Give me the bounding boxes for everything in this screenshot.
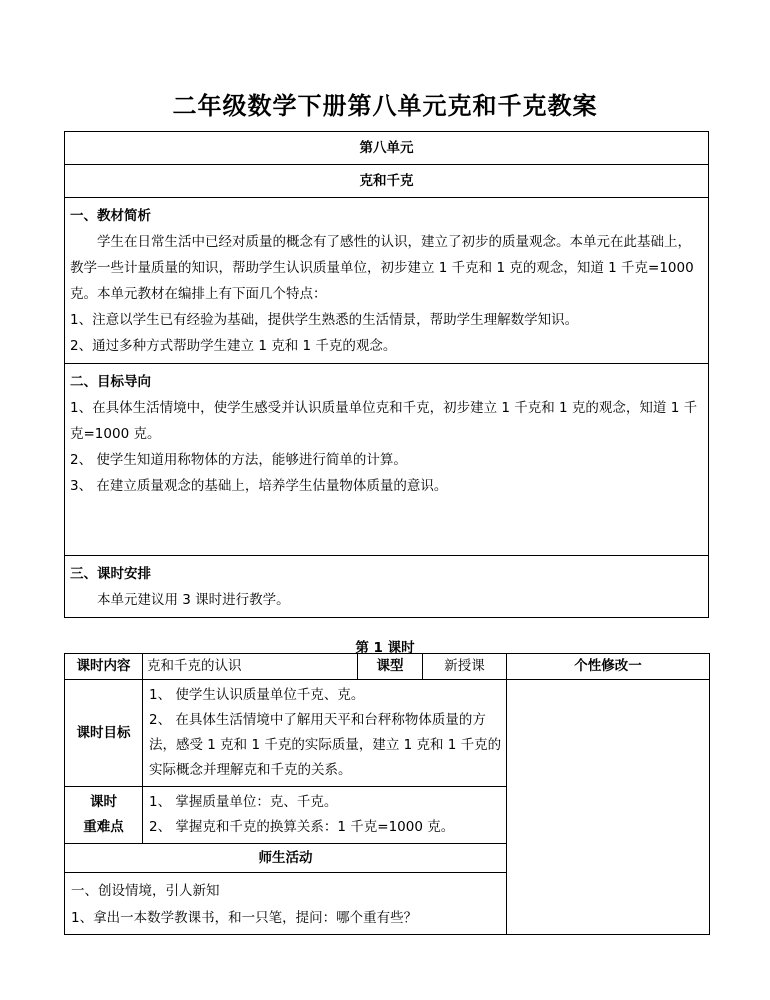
section-schedule (65, 556, 709, 618)
content-label: 课时内容 (65, 654, 143, 680)
goals-cell (143, 680, 507, 787)
revision-cell (507, 680, 710, 935)
goals-label: 课时目标 (65, 680, 143, 787)
activity-heading: 一、创设情境，引人新知 (71, 883, 220, 899)
list-item: 1、在具体生活情境中，使学生感受并认识质量单位克和千克，初步建立 1 千克和 1 克的观念，知道 1 千克=1000 克。 (70, 400, 698, 442)
list-item: 2、 使学生知道用称物体的方法，能够进行简单的计算。 (70, 452, 407, 468)
list-item: 2、通过多种方式帮助学生建立 1 克和 1 千克的观念。 (70, 338, 397, 354)
activity-label: 师生活动 (65, 844, 507, 873)
section-goals (65, 364, 709, 556)
section-paragraph: 本单元建议用 3 课时进行教学。 (97, 592, 290, 608)
key-points-label: 课时 重难点 (65, 787, 143, 844)
activity-line: 1、拿出一本数学教课书，和一只笔，提问：哪个重有些？ (71, 910, 418, 926)
goal-item: 2、 在具体生活情境中了解用天平和台秤称物体质量的方法，感受 1 克和 1 千克的实际质量，建立 1 克和 1 千克的实际概念并理解克和千克的关系。 (149, 712, 502, 778)
list-item: 3、 在建立质量观念的基础上，培养学生估量物体质量的意识。 (70, 478, 448, 494)
goal-item: 1、 使学生认识质量单位千克、克。 (149, 687, 365, 703)
type-label: 课型 (358, 654, 423, 680)
lesson-plan-table (64, 653, 710, 935)
section-heading: 三、课时安排 (70, 566, 151, 582)
unit-name-cell: 克和千克 (65, 165, 709, 198)
activity-cell (65, 873, 507, 935)
revise-label: 个性修改一 (507, 654, 710, 680)
section-material-analysis (65, 198, 709, 364)
key-point-item: 2、 掌握克和千克的换算关系：1 千克=1000 克。 (149, 819, 455, 835)
document-title: 二年级数学下册第八单元克和千克教案 (172, 92, 598, 120)
type-value: 新授课 (423, 654, 507, 680)
section-heading: 二、目标导向 (70, 374, 151, 390)
key-point-item: 1、 掌握质量单位：克、千克。 (149, 794, 338, 810)
unit-label-cell: 第八单元 (65, 132, 709, 165)
section-paragraph: 学生在日常生活中已经对质量的概念有了感性的认识，建立了初步的质量观念。本单元在此基础上，教学一些计量质量的知识，帮助学生认识质量单位，初步建立 1 千克和 1 克的观念，知道 1 千克=1000 克。本单元教材在编排上有下面几个特点： (70, 234, 694, 302)
lesson-caption: 第 1 课时 (355, 640, 415, 656)
unit-overview-table (64, 131, 709, 618)
key-points-cell (143, 787, 507, 844)
section-heading: 一、教材简析 (70, 208, 151, 224)
content-value: 克和千克的认识 (143, 654, 358, 680)
list-item: 1、注意以学生已有经验为基础，提供学生熟悉的生活情景，帮助学生理解数学知识。 (70, 312, 579, 328)
